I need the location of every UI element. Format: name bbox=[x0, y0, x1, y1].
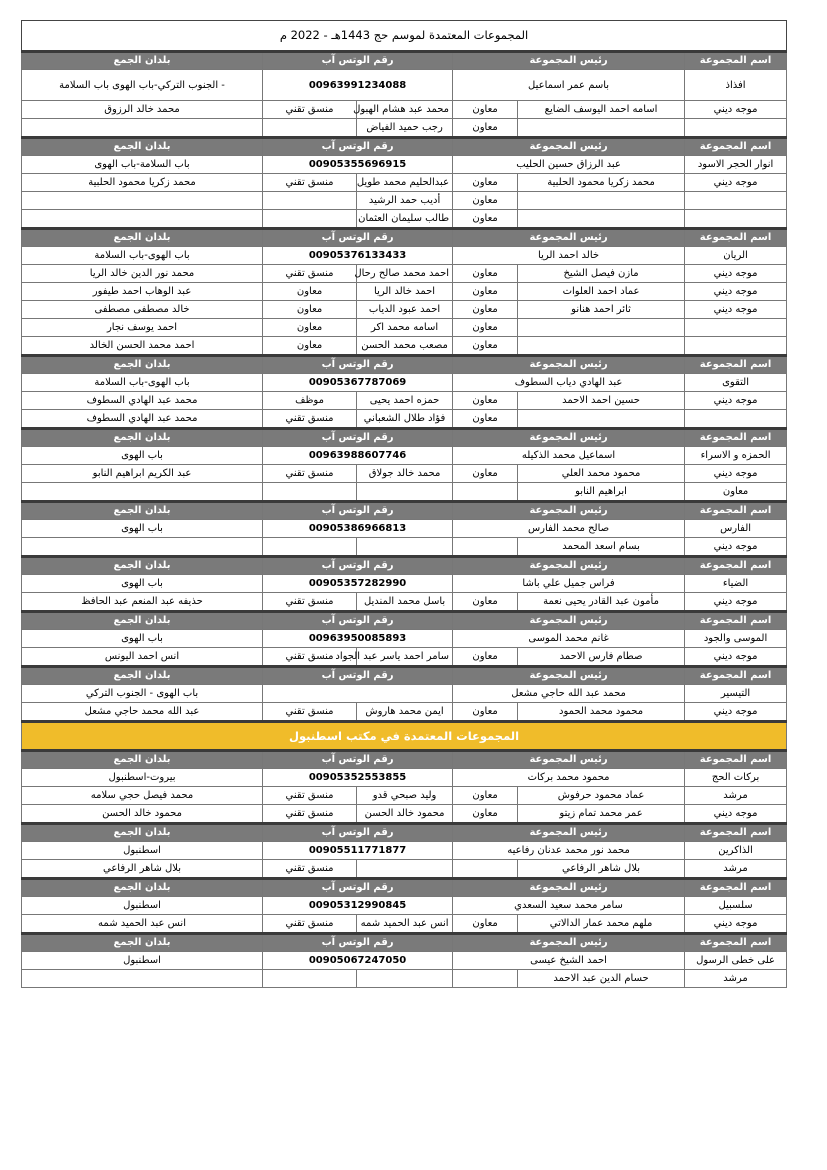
staff-name: احمد خالد الريا bbox=[357, 283, 453, 301]
group-main-row bbox=[22, 575, 787, 593]
staff-name: محمد خالد الرزوق bbox=[22, 101, 263, 119]
group-name: التقوى bbox=[685, 374, 787, 392]
staff-role bbox=[685, 119, 787, 138]
group-header-row bbox=[22, 879, 787, 897]
header-group-name: اسم المجموعة bbox=[685, 879, 787, 897]
group-name: الريان bbox=[685, 247, 787, 265]
staff-name: انس عبد الحميد شمه bbox=[22, 915, 263, 934]
header-group-head: رئيس المجموعة bbox=[453, 229, 685, 247]
staff-role: منسق تقني bbox=[263, 593, 357, 612]
whatsapp-number: 00905386966813 bbox=[263, 520, 453, 538]
staff-role: معاون bbox=[453, 174, 518, 192]
staff-name: خالد مصطفى مصطفى bbox=[22, 301, 263, 319]
staff-role bbox=[685, 192, 787, 210]
header-group-head: رئيس المجموعة bbox=[453, 557, 685, 575]
staff-row bbox=[22, 119, 787, 138]
staff-role: معاون bbox=[263, 337, 357, 356]
staff-name: ثائر احمد هنانو bbox=[518, 301, 685, 319]
whatsapp-number: 00905376133433 bbox=[263, 247, 453, 265]
staff-name: فؤاد طلال الشعباني bbox=[357, 410, 453, 429]
header-whatsapp: رقم الوتس آب bbox=[263, 557, 453, 575]
group-head: عبد الهادي دياب السطوف bbox=[453, 374, 685, 392]
staff-name bbox=[518, 210, 685, 229]
staff-role: معاون bbox=[453, 410, 518, 429]
staff-name bbox=[357, 483, 453, 502]
staff-name: عمر محمد تمام زيتو bbox=[518, 805, 685, 824]
header-countries: بلدان الجمع bbox=[22, 52, 263, 70]
group-name: بركات الحج bbox=[685, 769, 787, 787]
header-countries: بلدان الجمع bbox=[22, 229, 263, 247]
header-whatsapp: رقم الوتس آب bbox=[263, 138, 453, 156]
staff-role bbox=[263, 538, 357, 557]
header-group-head: رئيس المجموعة bbox=[453, 502, 685, 520]
group-name: الموسى والجود bbox=[685, 630, 787, 648]
header-group-name: اسم المجموعة bbox=[685, 824, 787, 842]
group-header-row bbox=[22, 138, 787, 156]
header-countries: بلدان الجمع bbox=[22, 356, 263, 374]
staff-role: منسق تقني bbox=[263, 410, 357, 429]
staff-role: معاون bbox=[453, 648, 518, 667]
hajj-groups-table bbox=[21, 20, 787, 988]
staff-role: معاون bbox=[453, 101, 518, 119]
whatsapp-number: 00905352553855 bbox=[263, 769, 453, 787]
staff-name: أديب حمد الرشيد bbox=[357, 192, 453, 210]
staff-role: منسق تقني bbox=[263, 265, 357, 283]
title-row bbox=[22, 21, 787, 52]
header-group-name: اسم المجموعة bbox=[685, 429, 787, 447]
header-group-name: اسم المجموعة bbox=[685, 52, 787, 70]
collection-countries: بيروت-اسطنبول bbox=[22, 769, 263, 787]
staff-row bbox=[22, 915, 787, 934]
staff-name bbox=[22, 970, 263, 988]
header-group-head: رئيس المجموعة bbox=[453, 751, 685, 769]
staff-name: محمد عبد الهادي السطوف bbox=[22, 392, 263, 410]
staff-name: حمزه احمد يحيى bbox=[357, 392, 453, 410]
header-group-name: اسم المجموعة bbox=[685, 356, 787, 374]
staff-name: عبد الكريم ابراهيم النابو bbox=[22, 465, 263, 483]
staff-name: اسامه احمد اليوسف الضايع bbox=[518, 101, 685, 119]
staff-role: مرشد bbox=[685, 970, 787, 988]
staff-name: حذيفه عبد المنعم عبد الحافظ bbox=[22, 593, 263, 612]
staff-role: موجه ديني bbox=[685, 283, 787, 301]
whatsapp-number: 00905067247050 bbox=[263, 952, 453, 970]
staff-row bbox=[22, 392, 787, 410]
group-header-row bbox=[22, 667, 787, 685]
group-main-row bbox=[22, 685, 787, 703]
staff-name: عماد محمود حرفوش bbox=[518, 787, 685, 805]
staff-role: موجه ديني bbox=[685, 538, 787, 557]
staff-name: سامر احمد ياسر عبد الجواد bbox=[357, 648, 453, 667]
staff-role: مرشد bbox=[685, 860, 787, 879]
staff-role: معاون bbox=[453, 805, 518, 824]
staff-name bbox=[357, 538, 453, 557]
group-header-row bbox=[22, 429, 787, 447]
header-group-head: رئيس المجموعة bbox=[453, 138, 685, 156]
staff-name: احمد يوسف نجار bbox=[22, 319, 263, 337]
staff-role: منسق تقني bbox=[263, 787, 357, 805]
header-group-head: رئيس المجموعة bbox=[453, 879, 685, 897]
staff-name: انس احمد اليونس bbox=[22, 648, 263, 667]
group-head: احمد الشيخ عيسى bbox=[453, 952, 685, 970]
staff-role bbox=[263, 970, 357, 988]
group-head: اسماعيل محمد الذكيله bbox=[453, 447, 685, 465]
staff-name bbox=[22, 119, 263, 138]
whatsapp-number: 00963991234088 bbox=[263, 70, 453, 101]
group-name: الحمزه و الاسراء bbox=[685, 447, 787, 465]
staff-name: محمد عبد هشام الهبول bbox=[357, 101, 453, 119]
staff-name: وليد صبحي قدو bbox=[357, 787, 453, 805]
group-head: غانم محمد الموسى bbox=[453, 630, 685, 648]
staff-role: معاون bbox=[263, 283, 357, 301]
staff-name: بلال شاهر الرفاعي bbox=[22, 860, 263, 879]
header-countries: بلدان الجمع bbox=[22, 557, 263, 575]
staff-role: معاون bbox=[453, 265, 518, 283]
group-main-row bbox=[22, 70, 787, 101]
staff-role bbox=[263, 483, 357, 502]
staff-name bbox=[357, 970, 453, 988]
group-name: الذاكرين bbox=[685, 842, 787, 860]
staff-role bbox=[685, 337, 787, 356]
header-countries: بلدان الجمع bbox=[22, 612, 263, 630]
header-whatsapp: رقم الوتس آب bbox=[263, 429, 453, 447]
staff-role: موجه ديني bbox=[685, 392, 787, 410]
header-whatsapp: رقم الوتس آب bbox=[263, 667, 453, 685]
header-countries: بلدان الجمع bbox=[22, 879, 263, 897]
staff-name: احمد محمد الحسن الخالد bbox=[22, 337, 263, 356]
staff-name: محمود محمد الحمود bbox=[518, 703, 685, 722]
staff-row bbox=[22, 787, 787, 805]
group-head: محمد نور محمد عدنان رفاعيه bbox=[453, 842, 685, 860]
group-header-row bbox=[22, 502, 787, 520]
collection-countries: باب الهوى bbox=[22, 520, 263, 538]
header-group-head: رئيس المجموعة bbox=[453, 52, 685, 70]
staff-name: محمد زكريا محمود الحلبية bbox=[22, 174, 263, 192]
staff-name: محمد نور الدين خالد الريا bbox=[22, 265, 263, 283]
collection-countries: باب الهوى-باب السلامة bbox=[22, 247, 263, 265]
staff-role: موظف bbox=[263, 392, 357, 410]
collection-countries: باب الهوى - الجنوب التركي bbox=[22, 685, 263, 703]
header-group-name: اسم المجموعة bbox=[685, 612, 787, 630]
staff-role bbox=[263, 210, 357, 229]
staff-role: مرشد bbox=[685, 787, 787, 805]
group-main-row bbox=[22, 769, 787, 787]
staff-name: صطام فارس الاحمد bbox=[518, 648, 685, 667]
staff-role bbox=[453, 860, 518, 879]
staff-name bbox=[518, 119, 685, 138]
header-group-name: اسم المجموعة bbox=[685, 138, 787, 156]
staff-name: عبد الله محمد حاجي مشعل bbox=[22, 703, 263, 722]
group-head: صالح محمد الفارس bbox=[453, 520, 685, 538]
whatsapp-number bbox=[263, 685, 453, 703]
staff-row bbox=[22, 101, 787, 119]
staff-row bbox=[22, 970, 787, 988]
staff-name bbox=[518, 319, 685, 337]
staff-role: معاون bbox=[453, 301, 518, 319]
staff-row bbox=[22, 483, 787, 502]
staff-row bbox=[22, 337, 787, 356]
group-header-row bbox=[22, 824, 787, 842]
staff-name: رجب حميد الفياض bbox=[357, 119, 453, 138]
header-whatsapp: رقم الوتس آب bbox=[263, 751, 453, 769]
staff-name: احمد محمد صالح رحال bbox=[357, 265, 453, 283]
header-whatsapp: رقم الوتس آب bbox=[263, 502, 453, 520]
group-name: على خطى الرسول bbox=[685, 952, 787, 970]
group-main-row bbox=[22, 897, 787, 915]
staff-role: معاون bbox=[263, 319, 357, 337]
staff-name: بلال شاهر الرفاعي bbox=[518, 860, 685, 879]
staff-role bbox=[453, 538, 518, 557]
group-main-row bbox=[22, 842, 787, 860]
staff-name: مأمون عبد القادر يحيى نعمة bbox=[518, 593, 685, 612]
staff-role bbox=[685, 319, 787, 337]
group-header-row bbox=[22, 612, 787, 630]
staff-role: معاون bbox=[453, 465, 518, 483]
header-group-name: اسم المجموعة bbox=[685, 557, 787, 575]
staff-row bbox=[22, 538, 787, 557]
staff-role: معاون bbox=[453, 337, 518, 356]
header-whatsapp: رقم الوتس آب bbox=[263, 934, 453, 952]
group-main-row bbox=[22, 247, 787, 265]
staff-row bbox=[22, 210, 787, 229]
staff-row bbox=[22, 319, 787, 337]
staff-name: باسل محمد المنديل bbox=[357, 593, 453, 612]
header-group-name: اسم المجموعة bbox=[685, 751, 787, 769]
staff-name: مصعب محمد الحسن bbox=[357, 337, 453, 356]
header-whatsapp: رقم الوتس آب bbox=[263, 52, 453, 70]
whatsapp-number: 00905511771877 bbox=[263, 842, 453, 860]
staff-role: موجه ديني bbox=[685, 593, 787, 612]
staff-role: معاون bbox=[453, 593, 518, 612]
whatsapp-number: 00963988607746 bbox=[263, 447, 453, 465]
header-whatsapp: رقم الوتس آب bbox=[263, 356, 453, 374]
staff-name: محمد عبد الهادي السطوف bbox=[22, 410, 263, 429]
header-whatsapp: رقم الوتس آب bbox=[263, 824, 453, 842]
staff-name: مازن فيصل الشيخ bbox=[518, 265, 685, 283]
group-head: خالد احمد الريا bbox=[453, 247, 685, 265]
staff-name: بسام اسعد المحمد bbox=[518, 538, 685, 557]
header-countries: بلدان الجمع bbox=[22, 751, 263, 769]
staff-role: موجه ديني bbox=[685, 805, 787, 824]
collection-countries: باب الهوى bbox=[22, 630, 263, 648]
staff-name: عماد احمد العلوات bbox=[518, 283, 685, 301]
staff-role bbox=[685, 210, 787, 229]
staff-name: محمد خالد جولاق bbox=[357, 465, 453, 483]
staff-name bbox=[518, 192, 685, 210]
group-header-row bbox=[22, 356, 787, 374]
staff-name bbox=[22, 538, 263, 557]
staff-name: احمد عبود الدياب bbox=[357, 301, 453, 319]
header-group-head: رئيس المجموعة bbox=[453, 824, 685, 842]
staff-role: موجه ديني bbox=[685, 265, 787, 283]
staff-name bbox=[22, 210, 263, 229]
group-main-row bbox=[22, 374, 787, 392]
whatsapp-number: 00905367787069 bbox=[263, 374, 453, 392]
group-header-row bbox=[22, 52, 787, 70]
header-countries: بلدان الجمع bbox=[22, 429, 263, 447]
group-header-row bbox=[22, 751, 787, 769]
group-main-row bbox=[22, 630, 787, 648]
staff-row bbox=[22, 410, 787, 429]
staff-role: معاون bbox=[453, 283, 518, 301]
istanbul-section-title: المجموعات المعتمدة في مكتب اسطنبول bbox=[22, 722, 787, 751]
staff-row bbox=[22, 192, 787, 210]
group-name: سلسبيل bbox=[685, 897, 787, 915]
staff-name: حسام الدين عبد الاحمد bbox=[518, 970, 685, 988]
header-group-name: اسم المجموعة bbox=[685, 502, 787, 520]
header-countries: بلدان الجمع bbox=[22, 667, 263, 685]
staff-role: معاون bbox=[453, 392, 518, 410]
staff-role: منسق تقني bbox=[263, 174, 357, 192]
staff-role: معاون bbox=[685, 483, 787, 502]
staff-role: معاون bbox=[453, 787, 518, 805]
staff-role: معاون bbox=[453, 119, 518, 138]
header-countries: بلدان الجمع bbox=[22, 824, 263, 842]
header-whatsapp: رقم الوتس آب bbox=[263, 612, 453, 630]
group-header-row bbox=[22, 229, 787, 247]
staff-row bbox=[22, 265, 787, 283]
header-whatsapp: رقم الوتس آب bbox=[263, 229, 453, 247]
collection-countries: باب الهوى bbox=[22, 575, 263, 593]
staff-role: منسق تقني bbox=[263, 101, 357, 119]
istanbul-section-row bbox=[22, 722, 787, 751]
header-group-head: رئيس المجموعة bbox=[453, 667, 685, 685]
header-group-name: اسم المجموعة bbox=[685, 667, 787, 685]
staff-role: معاون bbox=[453, 319, 518, 337]
group-name: افذاذ bbox=[685, 70, 787, 101]
staff-name bbox=[518, 410, 685, 429]
staff-role: موجه ديني bbox=[685, 465, 787, 483]
staff-row bbox=[22, 283, 787, 301]
staff-name bbox=[518, 337, 685, 356]
staff-role bbox=[685, 410, 787, 429]
collection-countries: - الجنوب التركي-باب الهوى باب السلامة bbox=[22, 70, 263, 101]
staff-role: معاون bbox=[453, 703, 518, 722]
whatsapp-number: 00905312990845 bbox=[263, 897, 453, 915]
group-head: عبد الرزاق حسين الحليب bbox=[453, 156, 685, 174]
header-group-head: رئيس المجموعة bbox=[453, 356, 685, 374]
document bbox=[21, 20, 786, 988]
group-head: سامر محمد سعيد السعدي bbox=[453, 897, 685, 915]
staff-name: ملهم محمد عمار الدالاتي bbox=[518, 915, 685, 934]
group-name: التيسير bbox=[685, 685, 787, 703]
staff-name bbox=[357, 860, 453, 879]
staff-row bbox=[22, 174, 787, 192]
staff-role: منسق تقني bbox=[263, 465, 357, 483]
staff-name: عبدالحليم محمد طويل bbox=[357, 174, 453, 192]
staff-role: معاون bbox=[453, 192, 518, 210]
group-header-row bbox=[22, 934, 787, 952]
collection-countries: باب السلامة-باب الهوى bbox=[22, 156, 263, 174]
whatsapp-number: 00905355696915 bbox=[263, 156, 453, 174]
group-header-row bbox=[22, 557, 787, 575]
staff-name: محمود خالد الحسن bbox=[357, 805, 453, 824]
header-group-head: رئيس المجموعة bbox=[453, 612, 685, 630]
staff-role bbox=[453, 970, 518, 988]
staff-name bbox=[22, 483, 263, 502]
staff-role: موجه ديني bbox=[685, 301, 787, 319]
staff-role: معاون bbox=[453, 210, 518, 229]
collection-countries: اسطنبول bbox=[22, 842, 263, 860]
staff-row bbox=[22, 805, 787, 824]
staff-name: محمد زكريا محمود الحلبية bbox=[518, 174, 685, 192]
staff-name: حسين احمد الاحمد bbox=[518, 392, 685, 410]
staff-name: ابراهيم النابو bbox=[518, 483, 685, 502]
staff-role bbox=[453, 483, 518, 502]
staff-row bbox=[22, 465, 787, 483]
group-name: انوار الحجر الاسود bbox=[685, 156, 787, 174]
group-main-row bbox=[22, 447, 787, 465]
staff-name: محمود خالد الحسن bbox=[22, 805, 263, 824]
staff-row bbox=[22, 860, 787, 879]
group-head: باسم عمر اسماعيل bbox=[453, 70, 685, 101]
group-name: الضياء bbox=[685, 575, 787, 593]
staff-role: معاون bbox=[453, 915, 518, 934]
header-group-name: اسم المجموعة bbox=[685, 229, 787, 247]
staff-role: موجه ديني bbox=[685, 648, 787, 667]
header-whatsapp: رقم الوتس آب bbox=[263, 879, 453, 897]
header-countries: بلدان الجمع bbox=[22, 138, 263, 156]
staff-row bbox=[22, 301, 787, 319]
staff-name: عبد الوهاب احمد طيفور bbox=[22, 283, 263, 301]
staff-role: منسق تقني bbox=[263, 703, 357, 722]
collection-countries: اسطنبول bbox=[22, 897, 263, 915]
collection-countries: باب الهوى bbox=[22, 447, 263, 465]
staff-role bbox=[263, 119, 357, 138]
staff-row bbox=[22, 593, 787, 612]
staff-role: معاون bbox=[263, 301, 357, 319]
collection-countries: باب الهوى-باب السلامة bbox=[22, 374, 263, 392]
staff-role: منسق تقني bbox=[263, 805, 357, 824]
group-main-row bbox=[22, 156, 787, 174]
staff-name: انس عبد الحميد شمه bbox=[357, 915, 453, 934]
staff-name: اسامه محمد اكر bbox=[357, 319, 453, 337]
staff-role: موجه ديني bbox=[685, 703, 787, 722]
page-title: المجموعات المعتمدة لموسم حج 1443هـ - 2022 م bbox=[22, 21, 787, 52]
staff-role: منسق تقني bbox=[263, 860, 357, 879]
header-countries: بلدان الجمع bbox=[22, 502, 263, 520]
staff-row bbox=[22, 648, 787, 667]
header-group-head: رئيس المجموعة bbox=[453, 429, 685, 447]
collection-countries: اسطنبول bbox=[22, 952, 263, 970]
staff-name: ايمن محمد هاروش bbox=[357, 703, 453, 722]
header-group-name: اسم المجموعة bbox=[685, 934, 787, 952]
staff-role bbox=[263, 192, 357, 210]
staff-role: موجه ديني bbox=[685, 101, 787, 119]
group-head: محمود محمد بركات bbox=[453, 769, 685, 787]
header-group-head: رئيس المجموعة bbox=[453, 934, 685, 952]
staff-row bbox=[22, 703, 787, 722]
staff-name: محمد فيصل حجي سلامه bbox=[22, 787, 263, 805]
staff-role: موجه ديني bbox=[685, 174, 787, 192]
staff-name: طالب سليمان العثمان bbox=[357, 210, 453, 229]
group-name: الفارس bbox=[685, 520, 787, 538]
whatsapp-number: 00905357282990 bbox=[263, 575, 453, 593]
staff-name bbox=[22, 192, 263, 210]
staff-name: محمود محمد العلي bbox=[518, 465, 685, 483]
group-head: محمد عبد الله حاجي مشعل bbox=[453, 685, 685, 703]
header-countries: بلدان الجمع bbox=[22, 934, 263, 952]
group-main-row bbox=[22, 520, 787, 538]
staff-role: منسق تقني bbox=[263, 915, 357, 934]
whatsapp-number: 00963950085893 bbox=[263, 630, 453, 648]
staff-role: موجه ديني bbox=[685, 915, 787, 934]
group-main-row bbox=[22, 952, 787, 970]
staff-role: منسق تقني bbox=[263, 648, 357, 667]
group-head: فراس جميل علي باشا bbox=[453, 575, 685, 593]
